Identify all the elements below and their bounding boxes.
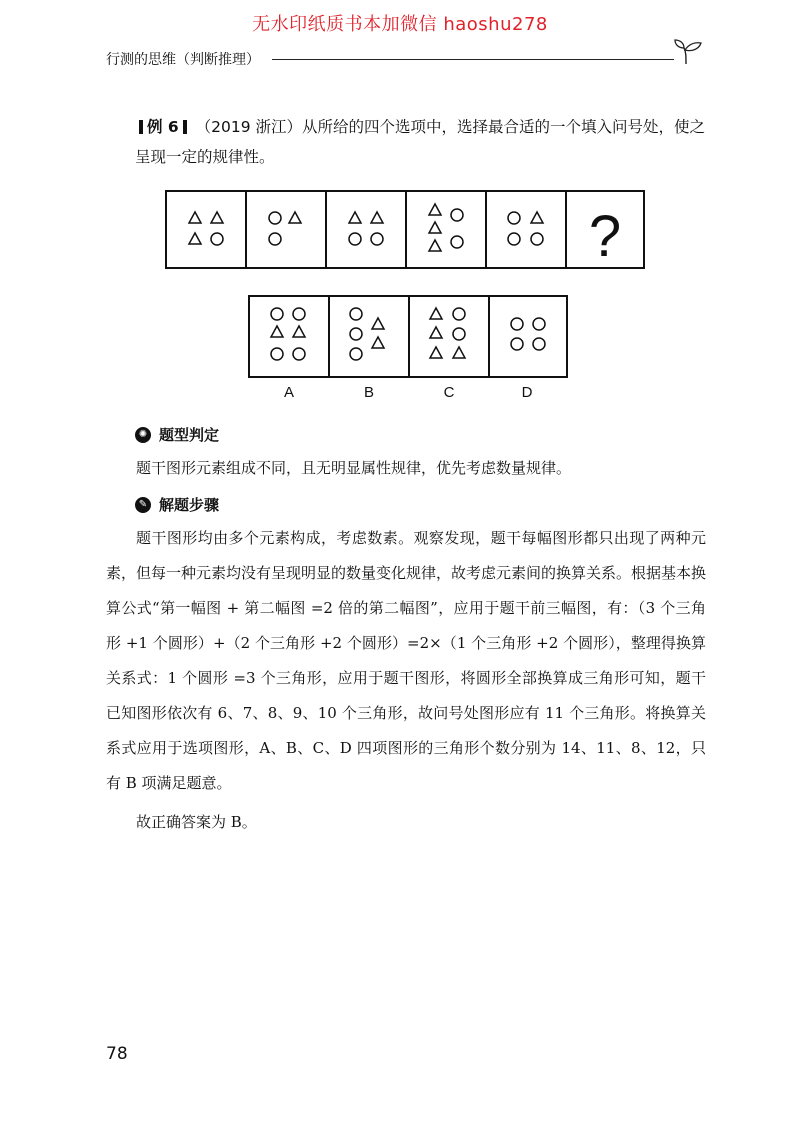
question-mark: ?	[588, 204, 622, 269]
section-heading-steps-label: 解题步骤	[159, 496, 220, 514]
question-cell-4	[406, 191, 486, 268]
example-text: （2019 浙江）从所给的四个选项中，选择最合适的一个填入问号处，使之呈现一定的规律性。	[135, 118, 706, 166]
option-label-d: D	[521, 384, 533, 401]
watermark: 无水印纸质书本加微信 haoshu278	[252, 14, 548, 35]
option-cell-c	[409, 296, 489, 377]
section-heading-type-label: 题型判定	[159, 426, 220, 444]
sprout-icon	[672, 36, 704, 66]
example-bar-right	[183, 120, 187, 134]
option-label-a: A	[283, 384, 295, 401]
question-row	[166, 191, 644, 268]
section-heading-type	[135, 424, 219, 445]
option-label-c: C	[443, 384, 455, 401]
puzzle-figure	[165, 190, 645, 405]
question-cell-5	[486, 191, 566, 268]
question-shapes	[189, 204, 543, 251]
option-cell-b	[329, 296, 409, 377]
example-badge: 例 6	[147, 118, 179, 136]
steps-icon: ✎	[135, 497, 151, 513]
lightbulb-icon: ✺	[135, 427, 151, 443]
question-cell-3	[326, 191, 406, 268]
page-number: 78	[106, 1044, 128, 1064]
example-bar-left	[139, 120, 143, 134]
running-header-title: 行测的思维（判断推理）	[106, 52, 260, 68]
section-heading-steps	[135, 494, 219, 515]
question-cell-1	[166, 191, 246, 268]
section-type-text: 题干图形元素组成不同，且无明显属性规律，优先考虑数量规律。	[136, 459, 572, 477]
option-label-b: B	[363, 384, 375, 401]
answer-text: 故正确答案为 B。	[136, 813, 257, 831]
option-cell-a	[249, 296, 329, 377]
option-cell-d	[489, 296, 567, 377]
header-rule	[272, 59, 674, 60]
section-steps-text: 题干图形均由多个元素构成，考虑数素。观察发现，题干每幅图形都只出现了两种元素，但每一种元素均没有呈现明显的数量变化规律，故考虑元素间的换算关系。根据基本换算公式“第一幅图 + 第二幅图 =2 倍的第二幅图”，应用于题干前三幅图，有：（3 个三角形 +1 个圆形）+（2 个三角形 +2 个圆形）=2×（1 个三角形 +2 个圆形），整理得换算关系式：1 个圆形 =3 个三角形，应用于题干图形，将圆形全部换算成三角形可知，题干已知图形依次有 6、7、8、9、10 个三角形，故问号处图形应有 11 个三角形。将换算关系式应用于选项图形，A、B、C、D 四项图形的三角形个数分别为 14、11、8、12，只有 B 项满足题意。	[106, 529, 707, 792]
question-cell-2	[246, 191, 326, 268]
example-question	[135, 112, 715, 172]
